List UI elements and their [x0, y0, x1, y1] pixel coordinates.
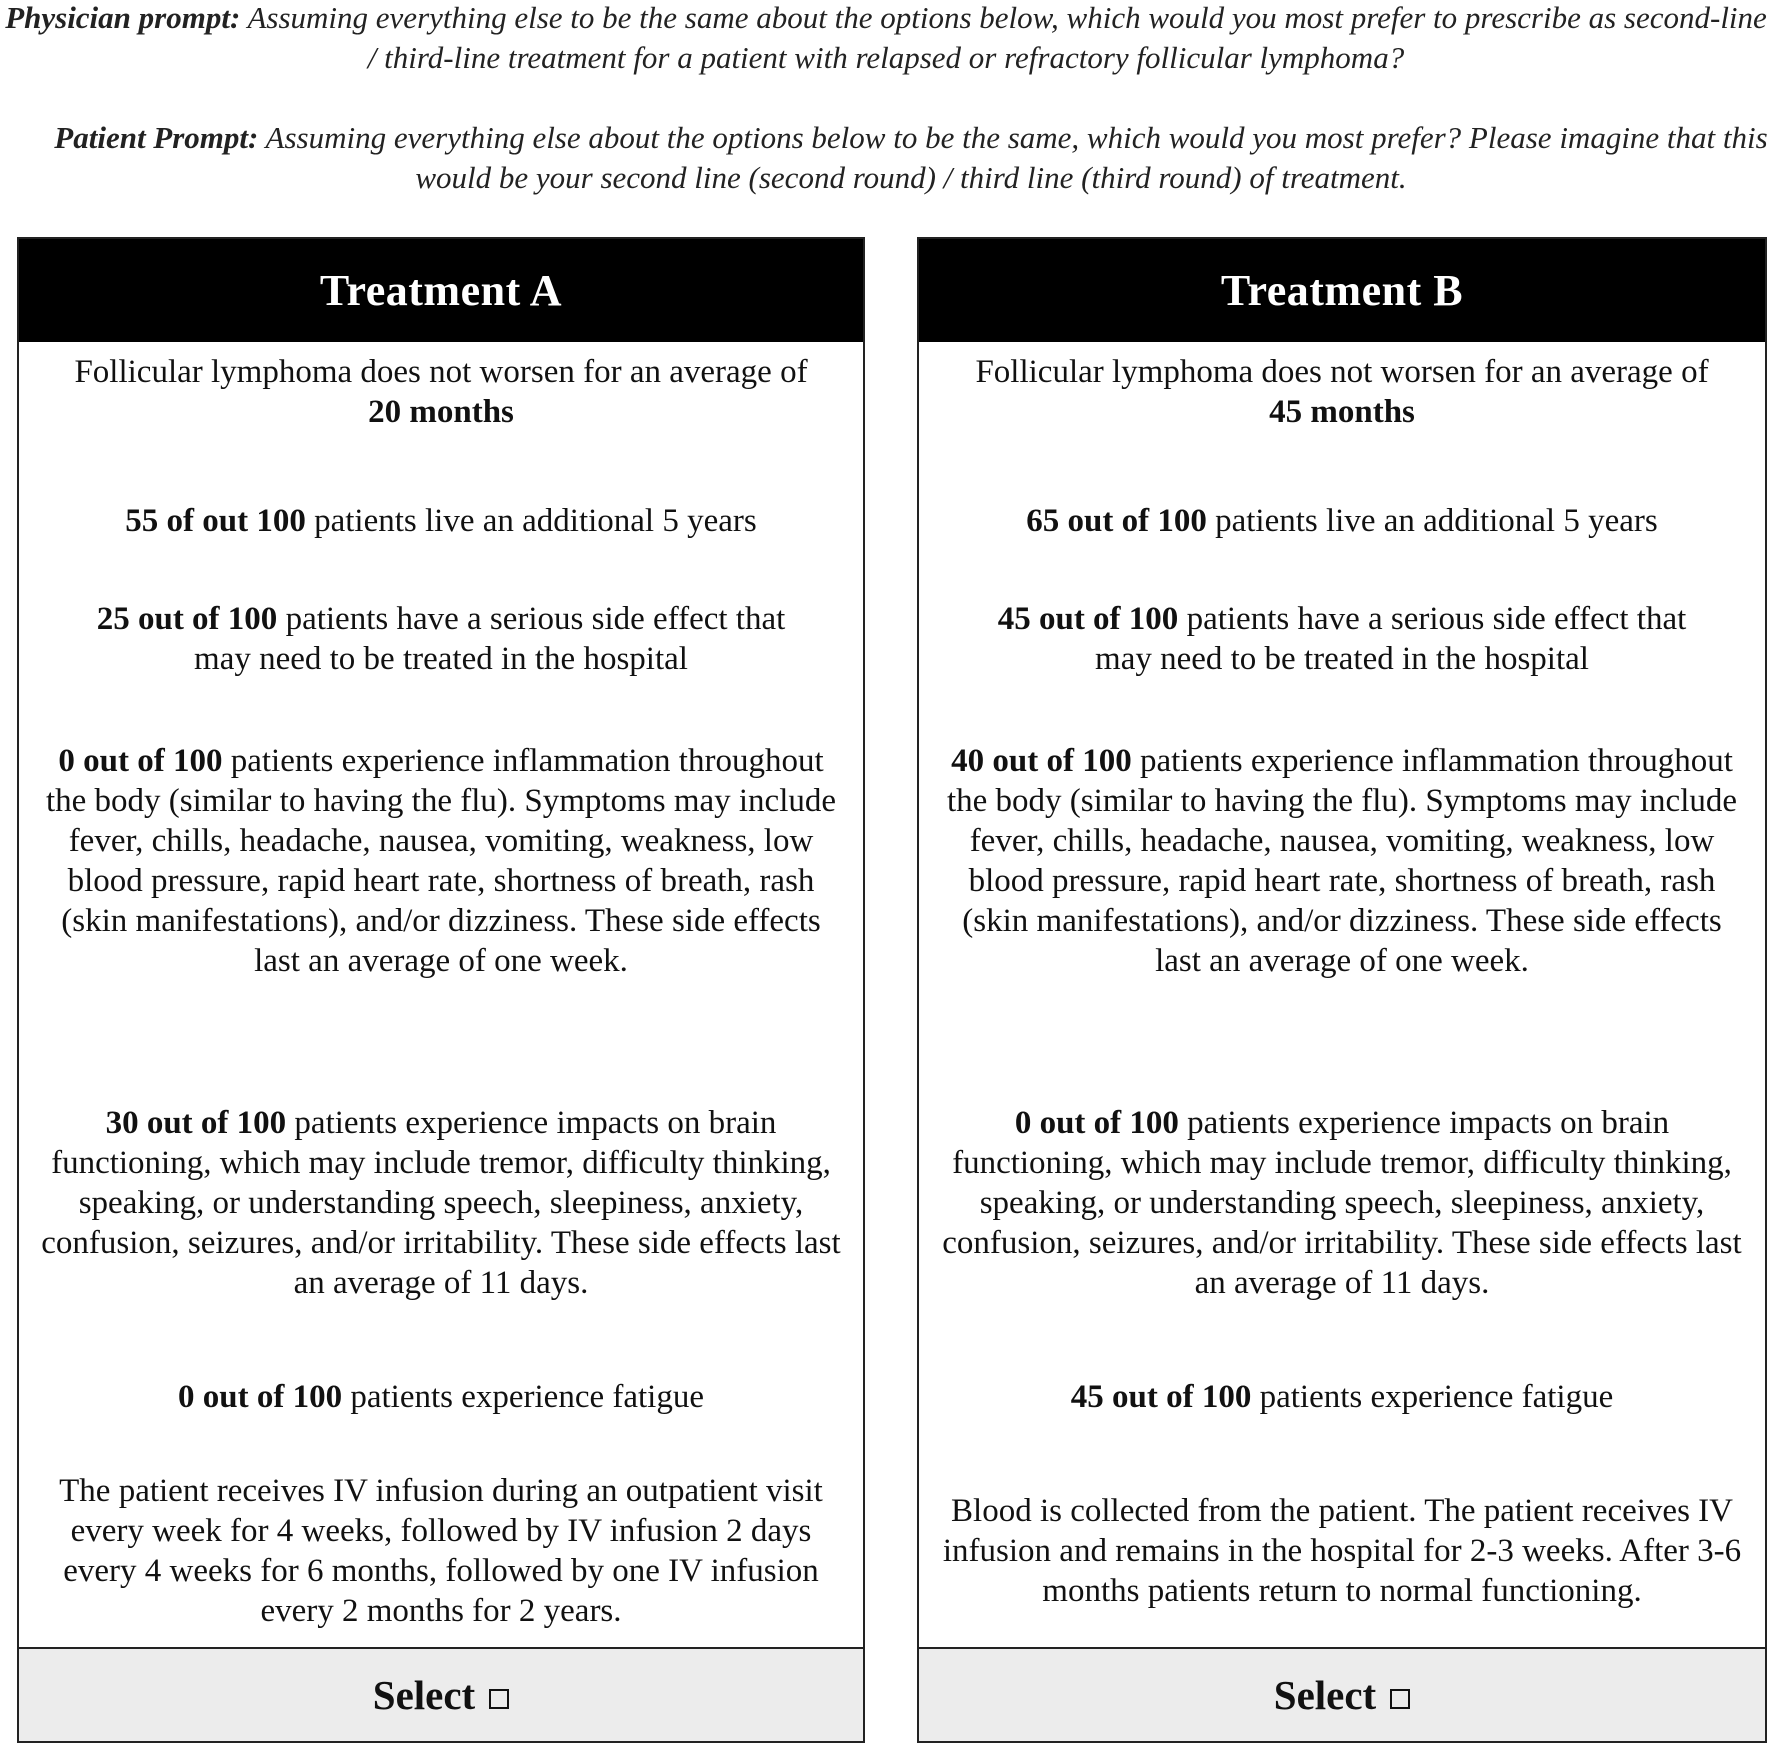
physician-prompt-label: Physician prompt:	[5, 0, 241, 35]
treatment-b-fatigue-text: patients experience fatigue	[1251, 1379, 1614, 1415]
treatment-b-select-checkbox[interactable]	[1390, 1689, 1410, 1709]
treatment-b-title: Treatment B	[919, 239, 1765, 342]
treatment-a-survival	[19, 501, 863, 541]
treatment-a-serious-value: 25 out of 100	[96, 601, 278, 637]
treatment-a-inflammation-value: 0 out of 100	[58, 743, 223, 779]
treatment-b-administration: Blood is collected from the patient. The patient receives IV infusion and remains in the hospital for 2-3 weeks. After 3-6 months patients return to normal functioning.	[942, 1493, 1742, 1609]
treatment-a-fatigue	[19, 1377, 863, 1417]
treatment-b-pfs	[919, 322, 1765, 432]
treatment-a-card	[17, 237, 865, 1743]
treatment-a-serious-side-effect	[19, 599, 863, 679]
patient-prompt	[50, 118, 1772, 198]
treatment-b-brain-text: patients experience impacts on brain functioning, which may include tremor, difficulty thinking, speaking, or understanding speech, sleepiness, anxiety, confusion, seizures, and/or irritability. These side effects last an average of 11 days.	[942, 1105, 1742, 1301]
treatment-a-pfs	[19, 322, 863, 432]
patient-prompt-text: Assuming everything else about the options below to be the same, which would you most prefer? Please imagine that this would be your second line (second round) / third line (third round) of treatment.	[258, 120, 1768, 195]
treatment-a-inflammation-text: patients experience inflammation throughout the body (similar to having the flu). Symptoms may include fever, chills, headache, nausea, vomiting, weakness, low blood pressure, rapid heart rate, shortness of breath, rash (skin manifestations), and/or dizziness. These side effects last an average of one week.	[45, 743, 837, 979]
treatment-a-select-label: Select	[372, 1672, 476, 1718]
treatment-b-fatigue-value: 45 out of 100	[1070, 1379, 1252, 1415]
treatment-a-select-button[interactable]	[19, 1647, 863, 1741]
treatment-b-survival	[919, 501, 1765, 541]
treatment-b-inflammation-text: patients experience inflammation throughout the body (similar to having the flu). Symptoms may include fever, chills, headache, nausea, vomiting, weakness, low blood pressure, rapid heart rate, shortness of breath, rash (skin manifestations), and/or dizziness. These side effects last an average of one week.	[946, 743, 1738, 979]
treatment-b-inflammation-value: 40 out of 100	[951, 743, 1132, 779]
treatment-a-brain-text: patients experience impacts on brain functioning, which may include tremor, difficulty thinking, speaking, or understanding speech, sleepiness, anxiety, confusion, seizures, and/or irritability. These side effects last an average of 11 days.	[41, 1105, 841, 1301]
treatment-b-select-label: Select	[1273, 1672, 1377, 1718]
treatment-b-pfs-value: 45 months	[1269, 394, 1415, 430]
treatment-a-fatigue-value: 0 out of 100	[178, 1379, 343, 1415]
treatment-b-survival-text: patients live an additional 5 years	[1206, 503, 1658, 539]
treatment-b-pfs-text: Follicular lymphoma does not worsen for an average of	[975, 354, 1709, 390]
treatment-a-select-checkbox[interactable]	[489, 1689, 509, 1709]
treatment-b-brain-value: 0 out of 100	[1014, 1105, 1179, 1141]
treatment-a-pfs-text: Follicular lymphoma does not worsen for an average of	[74, 354, 808, 390]
physician-prompt-text: Assuming everything else to be the same about the options below, which would you most prefer to prescribe as second-line / third-line treatment for a patient with relapsed or refractory follicular lymphoma?	[240, 0, 1767, 75]
treatment-b-serious-side-effect	[919, 599, 1765, 679]
treatment-a-pfs-value: 20 months	[368, 394, 514, 430]
treatment-a-brain-value: 30 out of 100	[105, 1105, 287, 1141]
treatment-b-serious-value: 45 out of 100	[997, 601, 1179, 637]
treatment-b-brain-functioning	[919, 1103, 1765, 1303]
treatment-a-brain-functioning	[19, 1103, 863, 1303]
treatment-a-serious-text: patients have a serious side effect that may need to be treated in the hospital	[194, 601, 786, 677]
treatment-b-inflammation	[919, 741, 1765, 981]
physician-prompt	[0, 0, 1772, 78]
treatment-b-serious-text: patients have a serious side effect that may need to be treated in the hospital	[1095, 601, 1687, 677]
patient-prompt-label: Patient Prompt:	[54, 120, 259, 155]
treatment-a-inflammation	[19, 741, 863, 981]
treatment-a-survival-value: 55 of out 100	[125, 503, 306, 539]
treatment-a-title: Treatment A	[19, 239, 863, 342]
treatment-b-fatigue	[919, 1377, 1765, 1417]
treatment-b-card	[917, 237, 1767, 1743]
treatment-b-survival-value: 65 out of 100	[1026, 503, 1207, 539]
treatment-a-administration: The patient receives IV infusion during an outpatient visit every week for 4 weeks, followed by IV infusion 2 days every 4 weeks for 6 months, followed by one IV infusion every 2 months for 2 years.	[59, 1473, 823, 1629]
treatment-a-fatigue-text: patients experience fatigue	[342, 1379, 704, 1415]
treatment-b-select-button[interactable]	[919, 1647, 1765, 1741]
treatment-a-survival-text: patients live an additional 5 years	[305, 503, 757, 539]
